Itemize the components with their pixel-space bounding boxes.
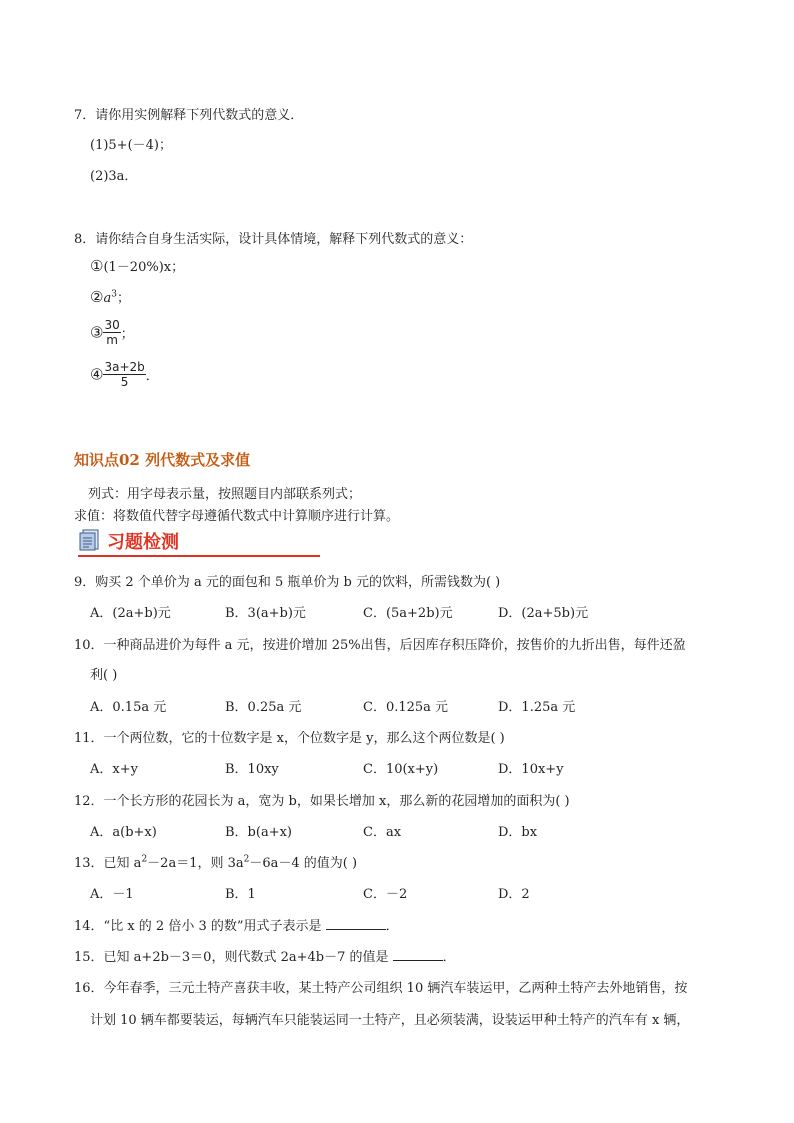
question-9-stem: 9．购买 2 个单价为 a 元的面包和 5 瓶单价为 b 元的饮料，所需钱数为( ) bbox=[74, 575, 501, 590]
question-8-item-3 bbox=[90, 318, 134, 347]
expr-2-base: a bbox=[103, 291, 112, 306]
notebook-icon bbox=[78, 528, 102, 552]
circled-number-3: ③ bbox=[90, 323, 104, 342]
question-8-item-4 bbox=[90, 360, 159, 389]
q9-option-d[interactable]: D．(2a+5b)元 bbox=[498, 606, 589, 621]
question-8-stem: 8．请你结合自身生活实际，设计具体情境，解释下列代数式的意义： bbox=[74, 232, 473, 247]
question-7-item-1: (1)5+(－4)； bbox=[90, 138, 172, 153]
q15-stem: 15．已知 a+2b－3＝0，则代数式 2a+4b－7 的值是 bbox=[74, 950, 393, 965]
q12-option-d[interactable]: D．bx bbox=[498, 825, 538, 840]
question-8-item-2 bbox=[90, 287, 130, 306]
question-14 bbox=[74, 915, 399, 934]
q14-stem: 14．“比 x 的 2 倍小 3 的数”用式子表示是 bbox=[74, 919, 326, 934]
q13-sup-1: 2 bbox=[141, 854, 148, 865]
knowledge-line-formula: 列式：用字母表示量，按照题目内部联系列式； bbox=[88, 487, 362, 502]
q9-option-b[interactable]: B．3(a+b)元 bbox=[225, 606, 306, 621]
question-8-item-1 bbox=[90, 256, 184, 275]
expr-2-exponent: 3 bbox=[111, 289, 117, 300]
q11-option-b[interactable]: B．10xy bbox=[225, 762, 279, 777]
q15-answer-blank[interactable] bbox=[393, 949, 443, 961]
expr-2-tail: ； bbox=[116, 291, 130, 306]
q12-option-a[interactable]: A．a(b+x) bbox=[90, 825, 157, 840]
q11-option-c[interactable]: C．10(x+y) bbox=[363, 762, 439, 777]
circled-number-1: ① bbox=[90, 257, 104, 275]
q11-option-a[interactable]: A．x+y bbox=[90, 762, 138, 777]
section-underline bbox=[78, 555, 320, 557]
q11-option-d[interactable]: D．10x+y bbox=[498, 762, 564, 777]
section-title: 习题检测 bbox=[107, 532, 179, 553]
question-11-stem: 11．一个两位数，它的十位数字是 x，个位数字是 y，那么这个两位数是( ) bbox=[74, 731, 505, 746]
q9-option-a[interactable]: A．(2a+b)元 bbox=[90, 606, 171, 621]
q10-option-a[interactable]: A．0.15a 元 bbox=[90, 700, 167, 715]
question-10-stem: 10．一种商品进价为每件 a 元，按进价增加 25%出售，后因库存积压降价，按售价的九折出售，每件还盈 bbox=[74, 638, 686, 653]
fraction-denominator: 5 bbox=[120, 375, 129, 389]
q12-option-b[interactable]: B．b(a+x) bbox=[225, 825, 292, 840]
q10-option-d[interactable]: D．1.25a 元 bbox=[498, 700, 576, 715]
q13-sup-2: 2 bbox=[243, 854, 250, 865]
q13-option-b[interactable]: B．1 bbox=[225, 887, 256, 902]
expr-4-tail: ． bbox=[145, 369, 159, 384]
q13-option-a[interactable]: A．－1 bbox=[90, 887, 134, 902]
q15-tail: ． bbox=[442, 950, 456, 965]
knowledge-line-evaluate: 求值：将数值代替字母遵循代数式中计算顺序进行计算。 bbox=[74, 509, 400, 524]
question-12-stem: 12．一个长方形的花园长为 a，宽为 b，如果长增加 x，那么新的花园增加的面积为( ) bbox=[74, 794, 570, 809]
q13-stem-pre: 13．已知 a bbox=[74, 856, 142, 871]
fraction-numerator: 30 bbox=[104, 318, 120, 332]
question-15 bbox=[74, 946, 456, 965]
question-7-stem: 7．请你用实例解释下列代数式的意义． bbox=[74, 108, 304, 123]
question-16-line-2: 计划 10 辆车都要装运，每辆汽车只能装运同一土特产，且必须装满，设装运甲种土特产的汽车有 x 辆， bbox=[90, 1013, 690, 1028]
q13-stem-mid: －2a＝1，则 3a bbox=[147, 856, 244, 871]
question-13-stem bbox=[74, 852, 357, 871]
question-10-stem-cont: 利( ) bbox=[90, 668, 118, 683]
q13-stem-post: －6a－4 的值为( ) bbox=[249, 856, 358, 871]
expr-3-tail: ； bbox=[120, 327, 134, 342]
fraction-numerator: 3a+2b bbox=[104, 360, 145, 374]
q9-option-c[interactable]: C．(5a+2b)元 bbox=[363, 606, 453, 621]
knowledge-point-title: 知识点02 列代数式及求值 bbox=[74, 451, 251, 469]
fraction-denominator: m bbox=[106, 333, 118, 347]
q14-answer-blank[interactable] bbox=[326, 918, 386, 930]
q12-option-c[interactable]: C．ax bbox=[363, 825, 402, 840]
q13-option-c[interactable]: C．－2 bbox=[363, 887, 408, 902]
fraction-3a2b-over-5 bbox=[103, 360, 145, 389]
expr-1: (1－20%)x； bbox=[103, 260, 185, 275]
circled-number-2: ② bbox=[90, 288, 104, 306]
q13-option-d[interactable]: D．2 bbox=[498, 887, 530, 902]
question-16-line-1: 16．今年春季，三元土特产喜获丰收，某土特产公司组织 10 辆汽车装运甲，乙两种土特产去外地销售，按 bbox=[74, 981, 688, 996]
circled-number-4: ④ bbox=[90, 365, 104, 384]
q14-tail: ． bbox=[385, 919, 399, 934]
question-7-item-2: (2)3a． bbox=[90, 169, 138, 184]
q10-option-c[interactable]: C．0.125a 元 bbox=[363, 700, 449, 715]
fraction-30-over-m bbox=[103, 318, 120, 347]
q10-option-b[interactable]: B．0.25a 元 bbox=[225, 700, 302, 715]
